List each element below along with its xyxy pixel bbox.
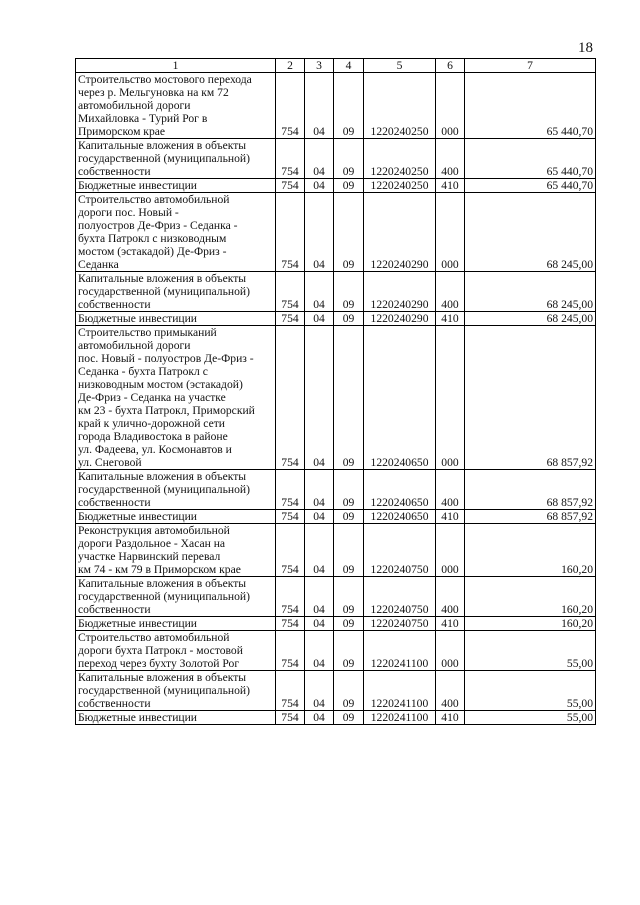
code-target-cell: 1220240250 bbox=[364, 73, 436, 139]
code-target-cell: 1220241100 bbox=[364, 631, 436, 671]
code-target-cell: 1220240650 bbox=[364, 326, 436, 470]
table-row bbox=[76, 524, 596, 577]
code-expense-type-cell: 400 bbox=[436, 272, 465, 312]
amount-cell: 160,20 bbox=[465, 577, 596, 617]
amount-cell: 68 857,92 bbox=[465, 510, 596, 524]
code-expense-type-cell: 400 bbox=[436, 577, 465, 617]
code-ved-cell: 754 bbox=[276, 179, 305, 193]
amount-cell: 68 857,92 bbox=[465, 470, 596, 510]
code-expense-type-cell: 000 bbox=[436, 631, 465, 671]
item-name-cell: Капитальные вложения в объекты государственной (муниципальной) собственности bbox=[76, 139, 276, 179]
amount-cell: 68 245,00 bbox=[465, 312, 596, 326]
table-row bbox=[76, 510, 596, 524]
code-ved-cell: 754 bbox=[276, 577, 305, 617]
code-section-cell: 04 bbox=[305, 711, 334, 725]
code-subsection-cell: 09 bbox=[334, 510, 364, 524]
table-row bbox=[76, 73, 596, 139]
code-expense-type-cell: 400 bbox=[436, 470, 465, 510]
item-name-cell: Капитальные вложения в объекты государственной (муниципальной) собственности bbox=[76, 272, 276, 312]
item-name-cell: Бюджетные инвестиции bbox=[76, 510, 276, 524]
header-row bbox=[76, 59, 596, 73]
code-expense-type-cell: 410 bbox=[436, 510, 465, 524]
item-name-cell: Бюджетные инвестиции bbox=[76, 179, 276, 193]
code-target-cell: 1220240750 bbox=[364, 577, 436, 617]
header-cell: 4 bbox=[334, 59, 364, 73]
table-row bbox=[76, 631, 596, 671]
code-subsection-cell: 09 bbox=[334, 272, 364, 312]
table-row bbox=[76, 272, 596, 312]
amount-cell: 55,00 bbox=[465, 671, 596, 711]
code-expense-type-cell: 400 bbox=[436, 671, 465, 711]
table-row bbox=[76, 139, 596, 179]
amount-cell: 160,20 bbox=[465, 524, 596, 577]
code-section-cell: 04 bbox=[305, 139, 334, 179]
code-section-cell: 04 bbox=[305, 631, 334, 671]
code-target-cell: 1220240650 bbox=[364, 510, 436, 524]
code-section-cell: 04 bbox=[305, 671, 334, 711]
code-target-cell: 1220240650 bbox=[364, 470, 436, 510]
code-ved-cell: 754 bbox=[276, 312, 305, 326]
code-ved-cell: 754 bbox=[276, 617, 305, 631]
amount-cell: 68 245,00 bbox=[465, 272, 596, 312]
code-section-cell: 04 bbox=[305, 326, 334, 470]
table-row bbox=[76, 617, 596, 631]
code-subsection-cell: 09 bbox=[334, 193, 364, 272]
code-section-cell: 04 bbox=[305, 193, 334, 272]
code-subsection-cell: 09 bbox=[334, 631, 364, 671]
item-name-cell: Капитальные вложения в объекты государственной (муниципальной) собственности bbox=[76, 671, 276, 711]
code-section-cell: 04 bbox=[305, 470, 334, 510]
header-cell: 5 bbox=[364, 59, 436, 73]
table-row bbox=[76, 711, 596, 725]
amount-cell: 55,00 bbox=[465, 711, 596, 725]
code-subsection-cell: 09 bbox=[334, 711, 364, 725]
code-subsection-cell: 09 bbox=[334, 139, 364, 179]
code-expense-type-cell: 000 bbox=[436, 524, 465, 577]
code-section-cell: 04 bbox=[305, 577, 334, 617]
code-subsection-cell: 09 bbox=[334, 524, 364, 577]
code-ved-cell: 754 bbox=[276, 470, 305, 510]
code-section-cell: 04 bbox=[305, 272, 334, 312]
header-cell: 3 bbox=[305, 59, 334, 73]
amount-cell: 65 440,70 bbox=[465, 139, 596, 179]
header-cell: 6 bbox=[436, 59, 465, 73]
code-subsection-cell: 09 bbox=[334, 470, 364, 510]
code-target-cell: 1220240750 bbox=[364, 617, 436, 631]
code-section-cell: 04 bbox=[305, 524, 334, 577]
item-name-cell: Реконструкция автомобильной дороги Раздольное - Хасан на участке Нарвинский перевал км 74 - км 79 в Приморском крае bbox=[76, 524, 276, 577]
code-ved-cell: 754 bbox=[276, 631, 305, 671]
table-row bbox=[76, 312, 596, 326]
item-name-cell: Строительство примыканий автомобильной дороги пос. Новый - полуостров Де-Фриз - Седанка - бухта Патрокл с низководным мостом (эстакадой) Де-Фриз - Седанка на участке км 23 - бухта Патрокл, Приморский край к улично-дорожной сети города Владивостока в районе ул. Фадеева, ул. Космонавтов и ул. Снеговой bbox=[76, 326, 276, 470]
code-target-cell: 1220240290 bbox=[364, 312, 436, 326]
code-target-cell: 1220240290 bbox=[364, 272, 436, 312]
table-row bbox=[76, 326, 596, 470]
item-name-cell: Строительство автомобильной дороги бухта Патрокл - мостовой переход через бухту Золотой Рог bbox=[76, 631, 276, 671]
code-ved-cell: 754 bbox=[276, 711, 305, 725]
table-row bbox=[76, 470, 596, 510]
code-expense-type-cell: 000 bbox=[436, 326, 465, 470]
header-cell: 1 bbox=[76, 59, 276, 73]
code-target-cell: 1220240750 bbox=[364, 524, 436, 577]
code-target-cell: 1220241100 bbox=[364, 711, 436, 725]
code-target-cell: 1220240250 bbox=[364, 139, 436, 179]
code-section-cell: 04 bbox=[305, 510, 334, 524]
item-name-cell: Строительство мостового перехода через р. Мельгуновка на км 72 автомобильной дороги Михайловка - Турий Рог в Приморском крае bbox=[76, 73, 276, 139]
code-section-cell: 04 bbox=[305, 617, 334, 631]
table-row bbox=[76, 577, 596, 617]
table-row bbox=[76, 179, 596, 193]
code-subsection-cell: 09 bbox=[334, 326, 364, 470]
item-name-cell: Строительство автомобильной дороги пос. Новый - полуостров Де-Фриз - Седанка - бухта Патрокл с низководным мостом (эстакадой) Де-Фриз - Седанка bbox=[76, 193, 276, 272]
code-subsection-cell: 09 bbox=[334, 671, 364, 711]
table-row bbox=[76, 671, 596, 711]
page-number: 18 bbox=[578, 40, 593, 56]
code-target-cell: 1220240250 bbox=[364, 179, 436, 193]
code-subsection-cell: 09 bbox=[334, 179, 364, 193]
code-section-cell: 04 bbox=[305, 73, 334, 139]
code-subsection-cell: 09 bbox=[334, 73, 364, 139]
code-section-cell: 04 bbox=[305, 312, 334, 326]
code-target-cell: 1220241100 bbox=[364, 671, 436, 711]
code-subsection-cell: 09 bbox=[334, 577, 364, 617]
item-name-cell: Капитальные вложения в объекты государственной (муниципальной) собственности bbox=[76, 470, 276, 510]
code-expense-type-cell: 000 bbox=[436, 193, 465, 272]
header-cell: 2 bbox=[276, 59, 305, 73]
code-ved-cell: 754 bbox=[276, 524, 305, 577]
code-ved-cell: 754 bbox=[276, 326, 305, 470]
code-subsection-cell: 09 bbox=[334, 312, 364, 326]
amount-cell: 65 440,70 bbox=[465, 73, 596, 139]
amount-cell: 160,20 bbox=[465, 617, 596, 631]
budget-table bbox=[75, 58, 596, 725]
code-expense-type-cell: 410 bbox=[436, 617, 465, 631]
code-expense-type-cell: 410 bbox=[436, 179, 465, 193]
code-subsection-cell: 09 bbox=[334, 617, 364, 631]
code-expense-type-cell: 410 bbox=[436, 711, 465, 725]
header-cell: 7 bbox=[465, 59, 596, 73]
amount-cell: 55,00 bbox=[465, 631, 596, 671]
code-expense-type-cell: 000 bbox=[436, 73, 465, 139]
amount-cell: 68 245,00 bbox=[465, 193, 596, 272]
code-ved-cell: 754 bbox=[276, 139, 305, 179]
table-row bbox=[76, 193, 596, 272]
code-expense-type-cell: 400 bbox=[436, 139, 465, 179]
code-ved-cell: 754 bbox=[276, 272, 305, 312]
code-expense-type-cell: 410 bbox=[436, 312, 465, 326]
amount-cell: 65 440,70 bbox=[465, 179, 596, 193]
item-name-cell: Бюджетные инвестиции bbox=[76, 617, 276, 631]
code-ved-cell: 754 bbox=[276, 193, 305, 272]
item-name-cell: Бюджетные инвестиции bbox=[76, 711, 276, 725]
item-name-cell: Бюджетные инвестиции bbox=[76, 312, 276, 326]
code-section-cell: 04 bbox=[305, 179, 334, 193]
code-ved-cell: 754 bbox=[276, 510, 305, 524]
item-name-cell: Капитальные вложения в объекты государственной (муниципальной) собственности bbox=[76, 577, 276, 617]
code-target-cell: 1220240290 bbox=[364, 193, 436, 272]
code-ved-cell: 754 bbox=[276, 671, 305, 711]
code-ved-cell: 754 bbox=[276, 73, 305, 139]
amount-cell: 68 857,92 bbox=[465, 326, 596, 470]
